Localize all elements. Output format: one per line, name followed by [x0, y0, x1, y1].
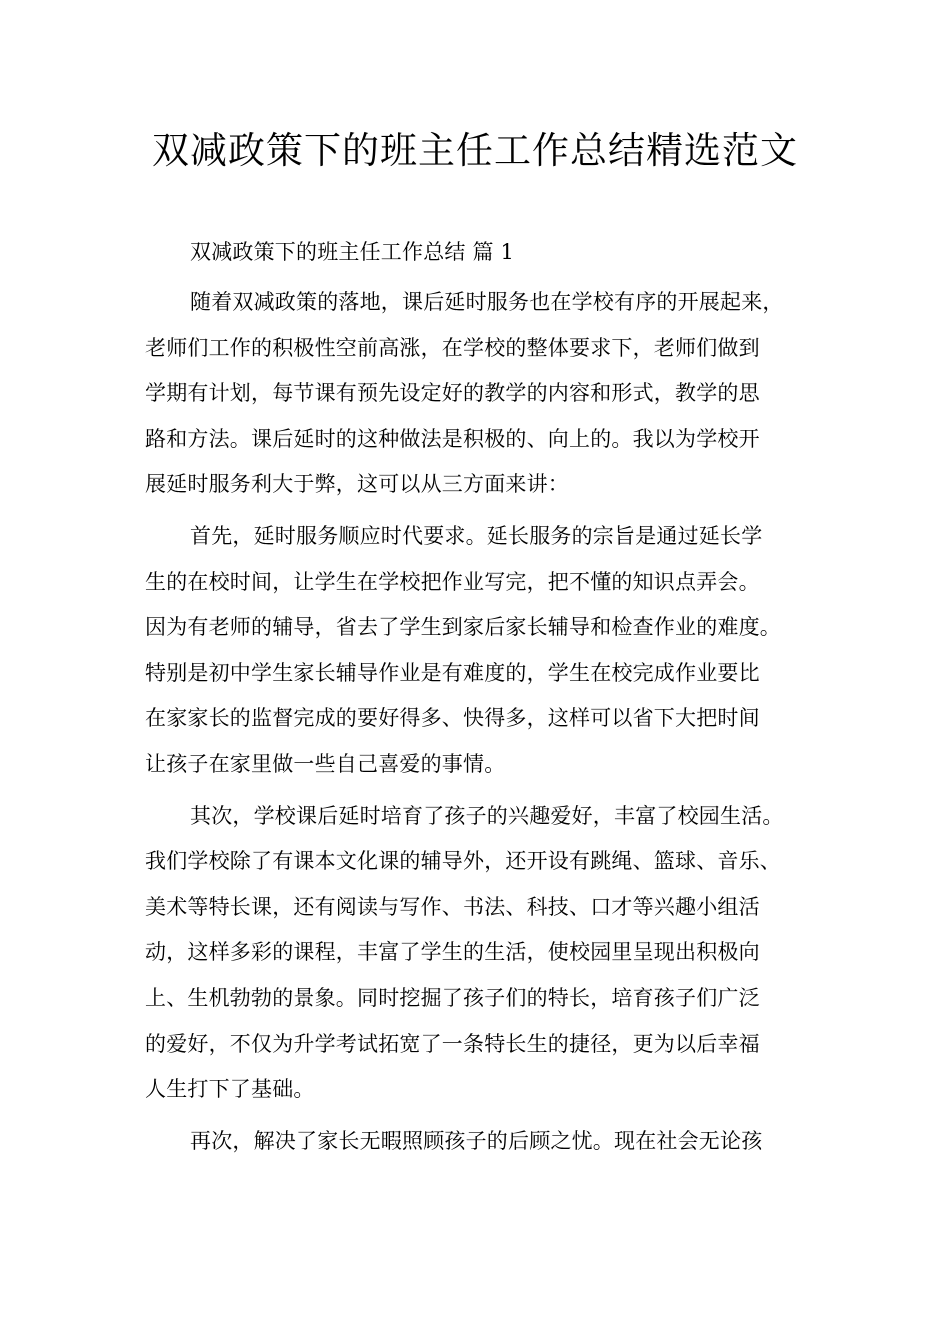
paragraph-line: 再次，解决了家长无暇照顾孩子的后顾之忧。现在社会无论孩 — [190, 1128, 763, 1153]
paragraph — [145, 514, 815, 788]
paragraph-line: 的爱好，不仅为升学考试拓宽了一条特长生的捷径，更为以后幸福 — [145, 1031, 760, 1056]
section-heading: 双减政策下的班主任工作总结 篇 1 — [190, 240, 515, 264]
paragraph-line: 人生打下了基础。 — [145, 1077, 315, 1102]
paragraph-line: 首先，延时服务顺应时代要求。延长服务的宗旨是通过延长学 — [190, 523, 763, 548]
paragraph-line: 随着双减政策的落地，课后延时服务也在学校有序的开展起来， — [190, 290, 784, 314]
paragraph — [145, 280, 815, 508]
paragraph-line: 上、生机勃勃的景象。同时挖掘了孩子们的特长，培育孩子们广泛 — [145, 985, 760, 1010]
paragraph — [145, 1119, 815, 1165]
paragraph-line: 让孩子在家里做一些自己喜爱的事情。 — [145, 751, 506, 776]
paragraph-line: 其次，学校课后延时培育了孩子的兴趣爱好，丰富了校园生活。 — [190, 803, 784, 828]
document-title: 双减政策下的班主任工作总结精选范文 — [152, 129, 798, 172]
paragraph — [145, 794, 815, 1113]
paragraph-line: 生的在校时间，让学生在学校把作业写完，把不懂的知识点弄会。 — [145, 569, 760, 594]
paragraph-line: 特别是初中学生家长辅导作业是有难度的，学生在校完成作业要比 — [145, 660, 760, 685]
paragraph-line: 美术等特长课，还有阅读与写作、书法、科技、口才等兴趣小组活 — [145, 894, 760, 919]
paragraph-line: 展延时服务利大于弊，这可以从三方面来讲： — [145, 472, 569, 497]
paragraph-line: 老师们工作的积极性空前高涨，在学校的整体要求下，老师们做到 — [145, 335, 760, 360]
paragraph-line: 动，这样多彩的课程，丰富了学生的生活，使校园里呈现出积极向 — [145, 940, 760, 965]
paragraph-line: 在家家长的监督完成的要好得多、快得多，这样可以省下大把时间 — [145, 706, 760, 731]
document-body — [145, 230, 815, 1164]
paragraph-line: 因为有老师的辅导，省去了学生到家后家长辅导和检查作业的难度。 — [145, 615, 781, 640]
paragraph-line: 学期有计划，每节课有预先设定好的教学的内容和形式，教学的思 — [145, 381, 760, 406]
paragraph-line: 我们学校除了有课本文化课的辅导外，还开设有跳绳、篮球、音乐、 — [145, 849, 781, 874]
paragraph-line: 路和方法。课后延时的这种做法是积极的、向上的。我以为学校开 — [145, 426, 760, 451]
